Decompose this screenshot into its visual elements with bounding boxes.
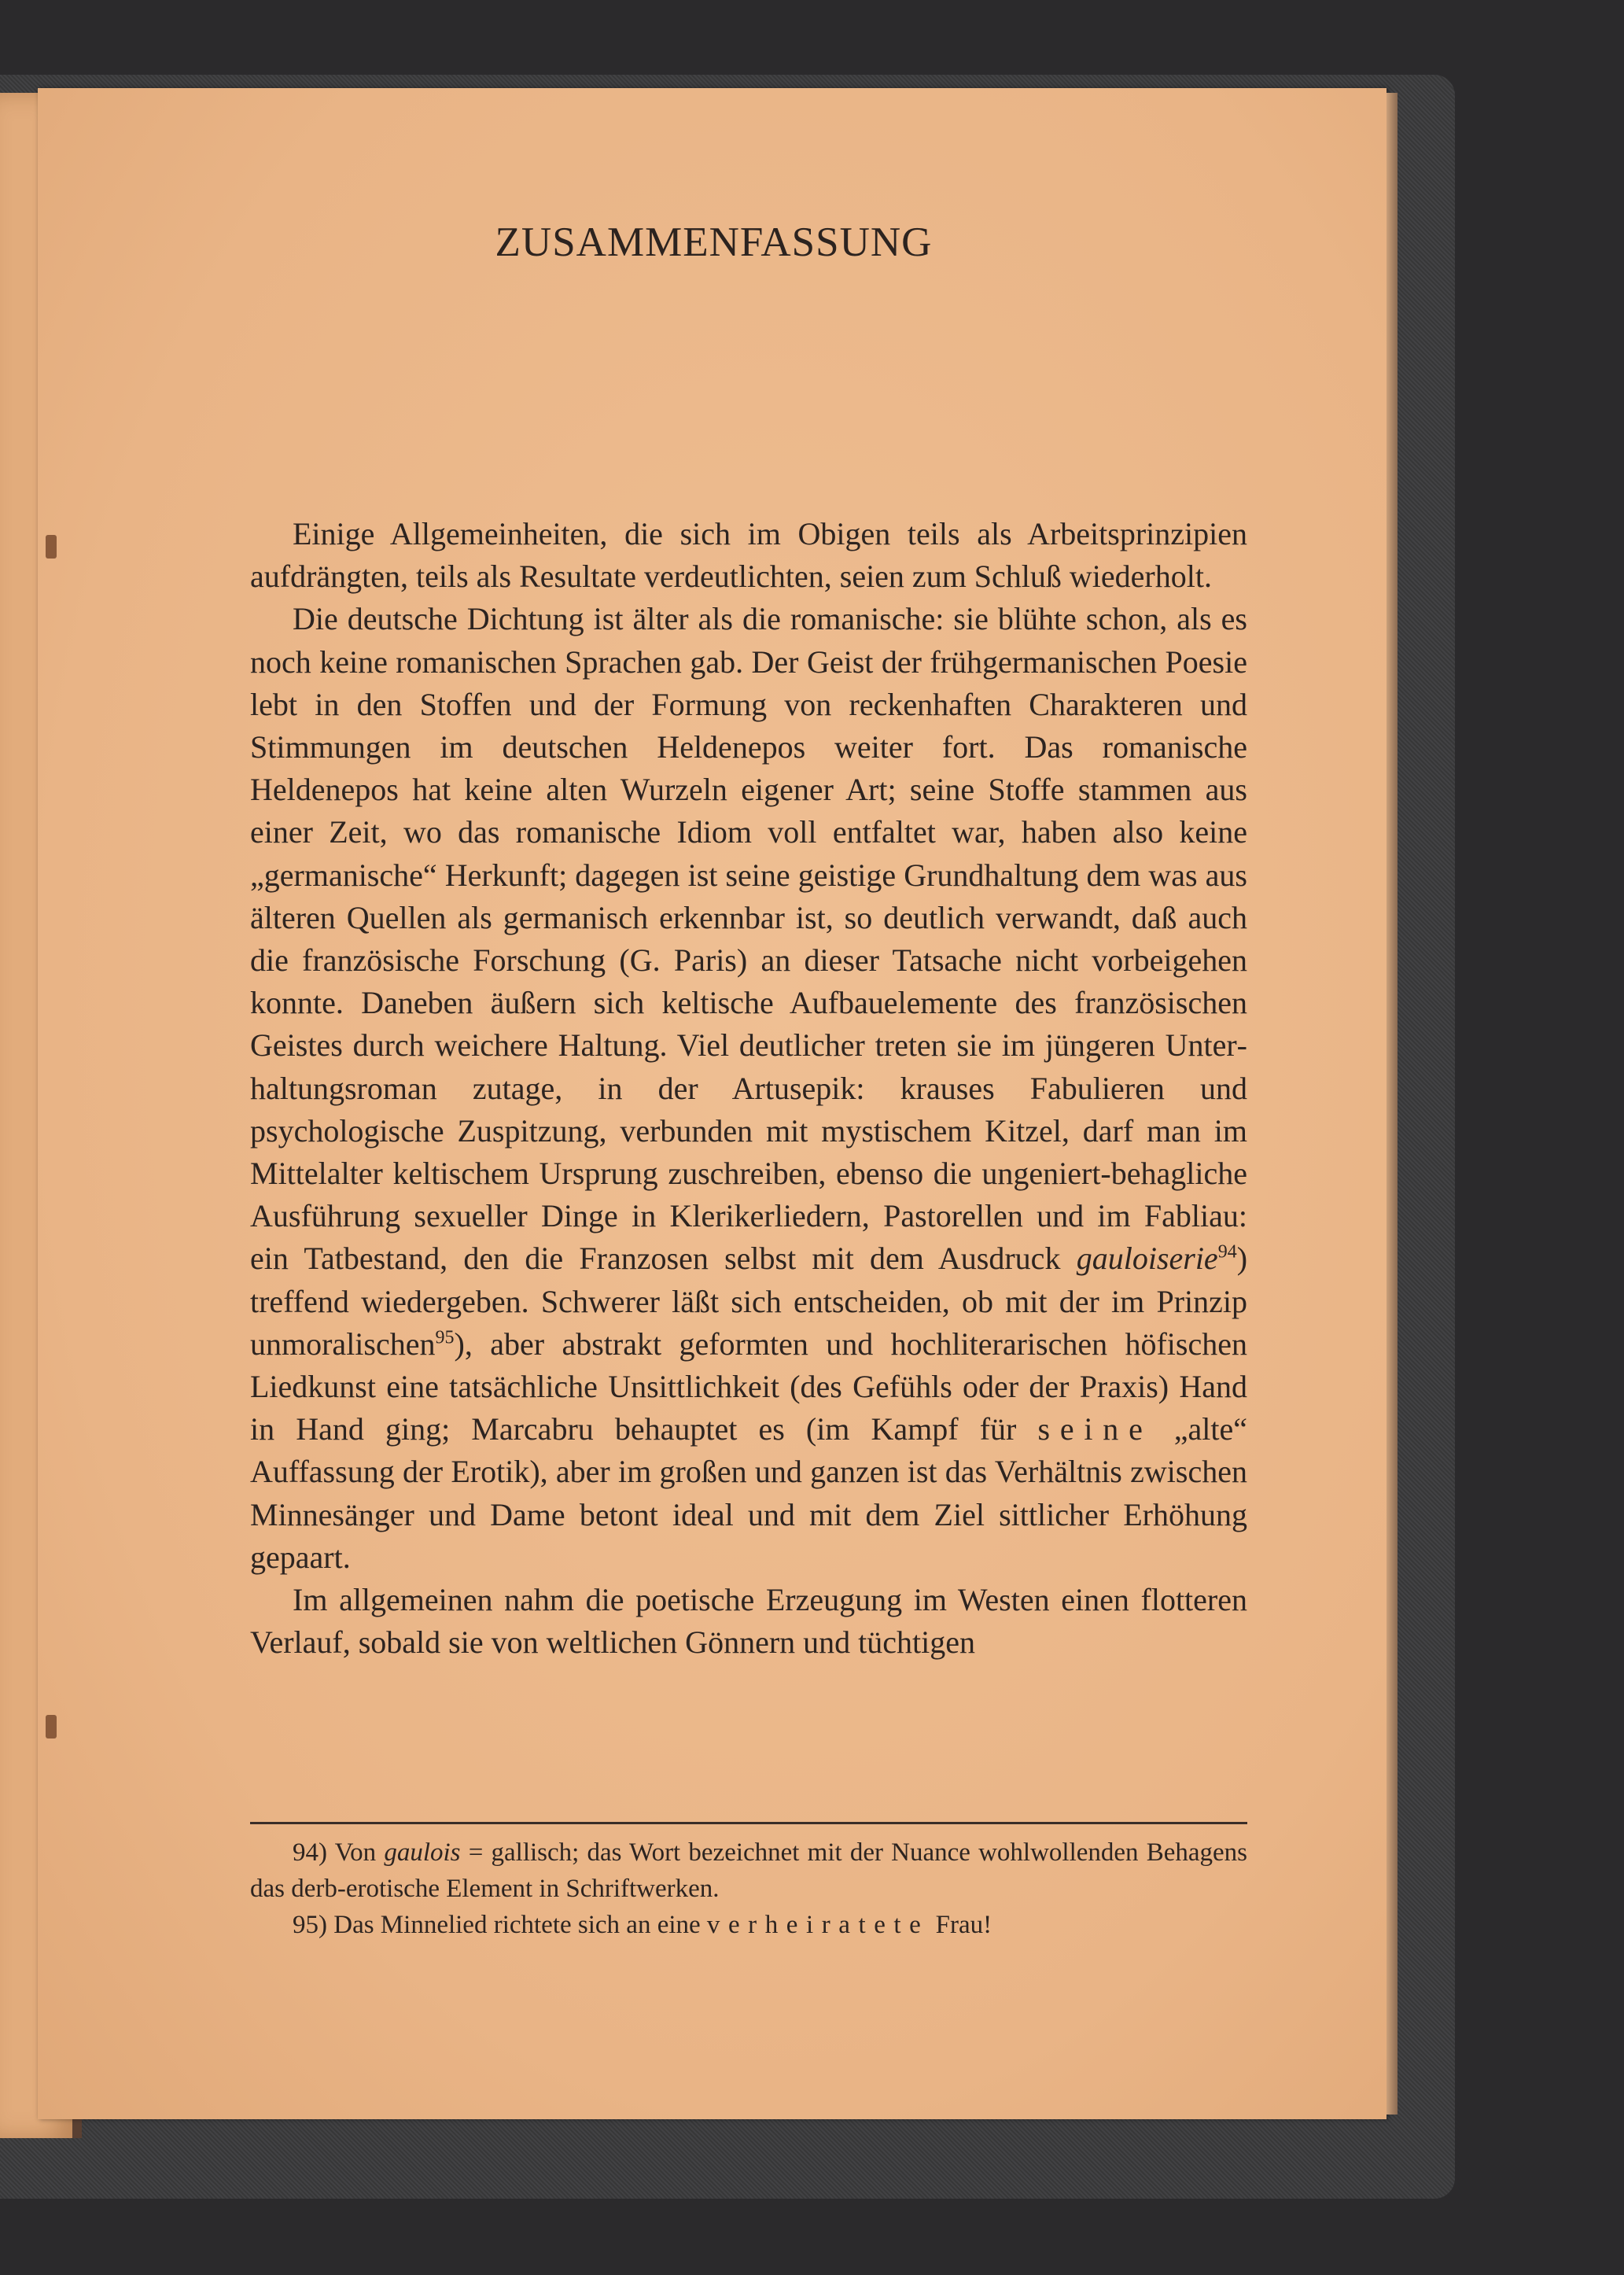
footnote-95-suffix: Frau! xyxy=(935,1911,992,1939)
footnote-95-prefix: 95) Das Minnelied richtete sich an eine xyxy=(293,1911,701,1939)
page-edge xyxy=(1386,93,1398,2115)
binding-mark xyxy=(46,535,57,559)
spaced-word-seine: seine xyxy=(1037,1411,1153,1447)
italic-term: gauloiserie xyxy=(1076,1241,1218,1277)
paragraph-2-cont-a: ) treffend wiedergeben. Schwerer läßt sich entscheiden, ob mit der im Prinzip unmoralischen xyxy=(250,1241,1248,1362)
paragraph-2-cont-b: ), aber abstrakt geformten und hochliterarischen höfischen Liedkunst eine tatsächliche Unsittlichkeit (des Gefühls oder der Praxis) Hand in Hand ging; Marcabru behauptet es (im Kampf für xyxy=(250,1326,1247,1447)
footnote-ref-94: 94 xyxy=(1217,1242,1237,1263)
footnote-divider xyxy=(250,1822,1247,1824)
footnote-94-term: gaulois xyxy=(384,1838,461,1867)
binding-mark xyxy=(46,1715,57,1739)
footnote-94 xyxy=(250,1834,1247,1907)
footnote-ref-95: 95 xyxy=(435,1327,455,1348)
page-title: ZUSAMMENFASSUNG xyxy=(495,219,933,265)
paragraph-3: Im allgemeinen nahm die poetische Erzeugung im Westen einen flotteren Verlauf, sobald sie von weltlichen Gönnern und tüchtigen xyxy=(250,1582,1247,1661)
footnotes xyxy=(250,1834,1247,1943)
footnote-95-spaced: verheiratete xyxy=(706,1911,930,1939)
footnote-94-prefix: 94) Von xyxy=(293,1838,377,1867)
footnote-94-text: = gallisch; das Wort bezeichnet mit der Nuance wohlwollenden Behagens das derb-erotische Element in Schriftwerken. xyxy=(250,1838,1248,1903)
paragraph-2 xyxy=(250,598,1247,1579)
paragraph-1: Einige Allgemeinheiten, die sich im Obigen teils als Arbeitsprinzipien aufdrängten, teils als Resultate verdeutlichten, seien zum Schluß wiederholt. xyxy=(250,516,1247,595)
body-text xyxy=(250,513,1247,1664)
footnote-95 xyxy=(250,1907,1247,1943)
paragraph-2-text: Die deutsche Dichtung ist älter als die romanische: sie blühte schon, als es noch keine romanischen Sprachen gab. Der Geist der frühgermanischen Poesie lebt in den Stoffen und der Formung von reckenhaften Charakteren und Stimmungen im deutschen Heldenepos weiter fort. Das romanische Heldenepos hat keine alten Wurzeln eigener Art; seine Stoffe stammen aus einer Zeit, wo das romanische Idiom voll entfaltet war, haben also keine „germanische“ Herkunft; dagegen ist seine geistige Grundhaltung dem was aus älteren Quellen als germanisch erkennbar ist, so deutlich verwandt, daß auch die französische Forschung (G. Paris) an dieser Tatsache nicht vorbeigehen konnte. Daneben äußern sich keltische Aufbauelemente des französischen Geistes durch weichere Haltung. Viel deutlicher treten sie im jüngeren Unterhaltungsroman zutage, in der Artusepik: krauses Fabulieren und psychologische Zuspitzung, verbunden mit mystischem Kitzel, darf man im Mittelalter keltischem Ursprung zuschreiben, ebenso die ungeniert-behagliche Ausführung sexueller Dinge in Klerikerliedern, Pastorellen und im Fabliau: ein Tatbestand, den die Franzosen selbst mit dem Ausdruck xyxy=(250,601,1247,1277)
paragraph-2-cont-c: „alte“ Auffassung der Erotik), aber im großen und ganzen ist das Verhältnis zwischen Minnesänger und Dame betont ideal und mit dem Ziel sittlicher Erhöhung gepaart. xyxy=(250,1411,1248,1575)
